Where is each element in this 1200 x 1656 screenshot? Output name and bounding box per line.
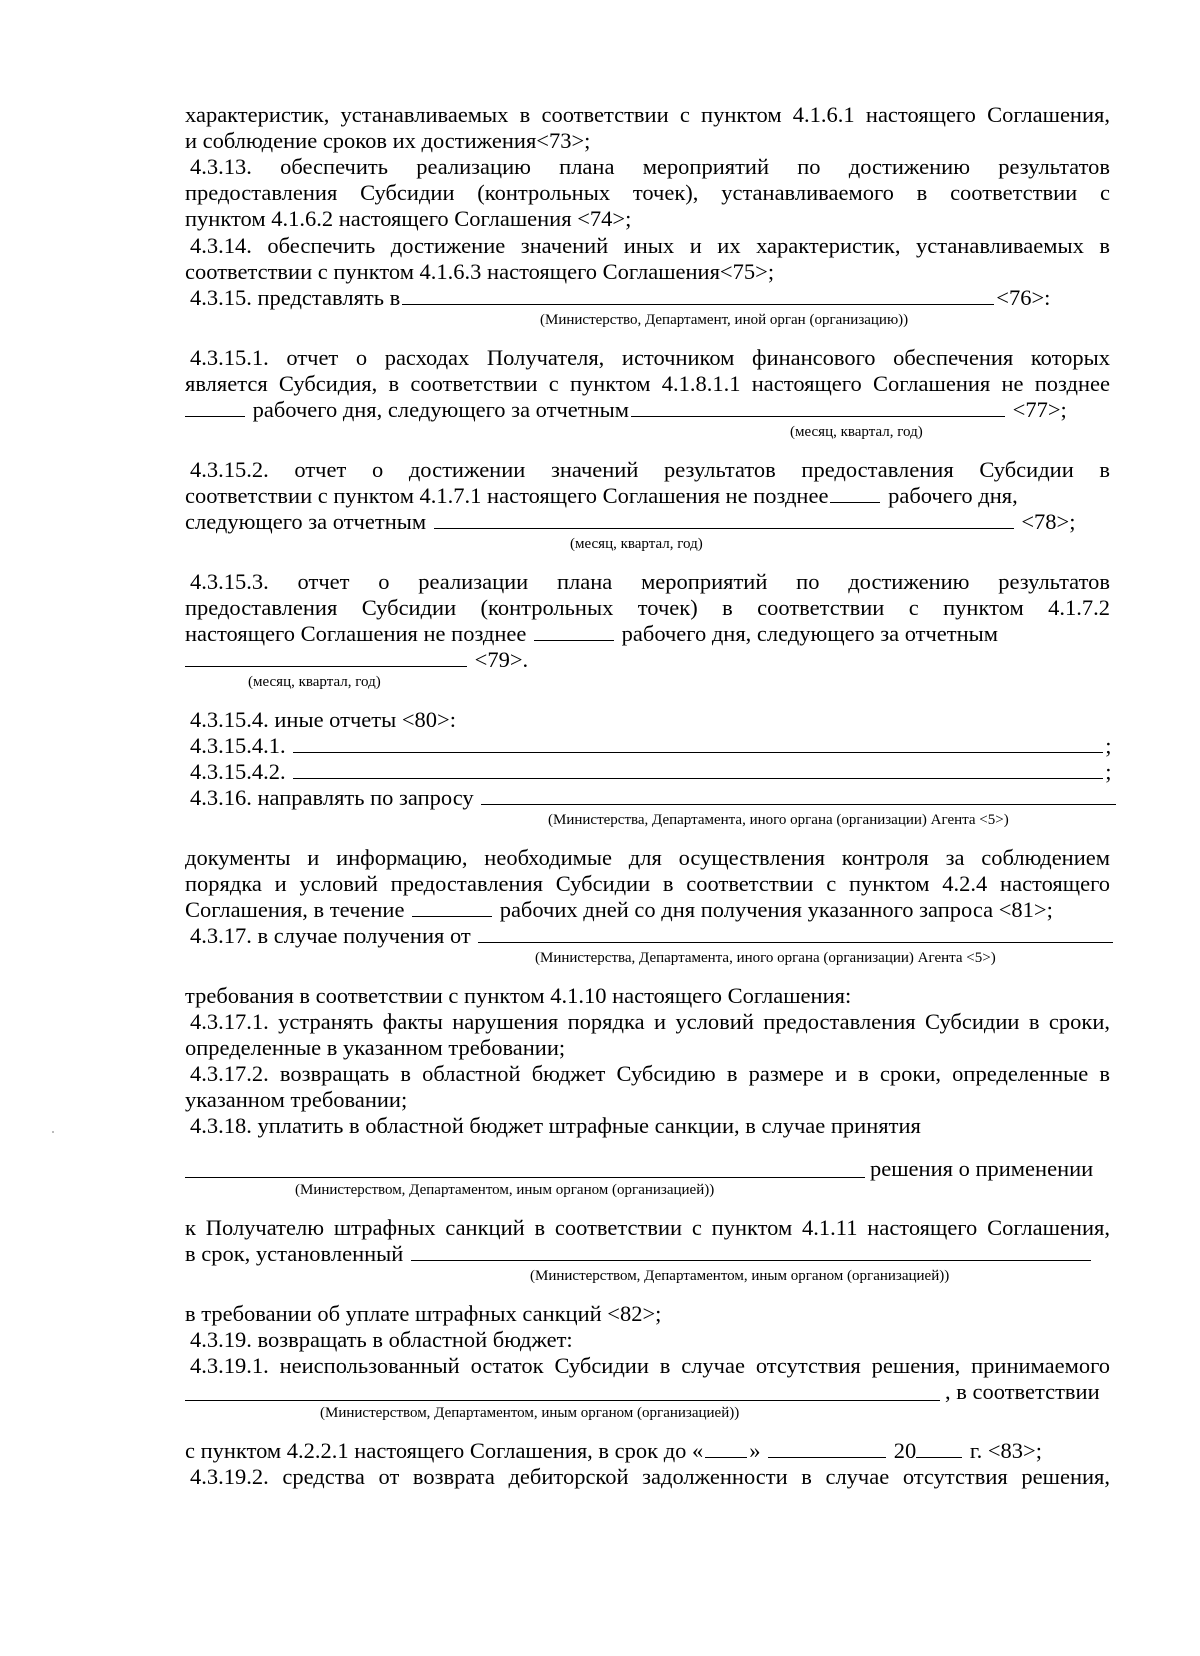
fill-in-blank <box>402 284 994 305</box>
text-fragment: рабочего дня, следующего за отчетным <box>621 621 999 646</box>
clause-4-3-15-4-2 <box>190 758 1110 786</box>
text-fragment: 4.3.15. представлять в <box>190 285 401 310</box>
text-fragment: рабочих дней со дня получения указанного запроса <81>; <box>499 897 1053 922</box>
text-line <box>185 508 1110 536</box>
fill-in-blank <box>478 922 1113 943</box>
fill-in-blank <box>534 620 614 641</box>
fill-in-blank <box>631 396 1005 417</box>
text-fragment: в срок, установленный <box>185 1241 404 1266</box>
text-line: указанном требовании; <box>185 1087 408 1112</box>
clause-4-3-17-2: 4.3.17.2. возвращать в областной бюджет Субсидию в размере и в сроки, определенные в <box>190 1061 1110 1086</box>
text-line <box>185 482 1110 510</box>
day-blank <box>705 1437 747 1458</box>
clause-4-3-17 <box>190 922 1110 950</box>
year-blank <box>916 1437 962 1458</box>
text-line <box>185 1240 1110 1268</box>
fill-in-blank <box>412 896 492 917</box>
text-fragment: <76>: <box>996 285 1051 310</box>
text-fragment: <79>. <box>474 647 529 672</box>
text-fragment: г. <83>; <box>969 1438 1042 1463</box>
fill-in-blank <box>185 396 245 417</box>
text-fragment: 4.3.16. направлять по запросу <box>190 785 474 810</box>
text-line: документы и информацию, необходимые для осуществления контроля за соблюдением <box>185 845 1110 870</box>
text-fragment: <77>; <box>1012 397 1067 422</box>
scan-speck <box>52 1131 54 1133</box>
text-fragment: с пунктом 4.2.2.1 настоящего Соглашения, в срок до « <box>185 1438 704 1463</box>
month-blank <box>768 1437 886 1458</box>
clause-4-3-16 <box>190 784 1110 812</box>
text-fragment: настоящего Соглашения не позднее <box>185 621 527 646</box>
fill-in-blank <box>293 758 1103 779</box>
clause-4-3-17-1: 4.3.17.1. устранять факты нарушения порядка и условий предоставления Субсидии в сроки, <box>190 1009 1110 1034</box>
clause-4-3-15-4: 4.3.15.4. иные отчеты <80>: <box>190 707 456 732</box>
field-caption: (месяц, квартал, год) <box>248 674 381 690</box>
fill-in-blank <box>185 646 467 667</box>
text-line: , в соответствии <box>945 1379 1100 1404</box>
text-fragment: 4.3.15.4.2. <box>190 759 286 784</box>
clause-4-3-15-1: 4.3.15.1. отчет о расходах Получателя, источником финансового обеспечения которых <box>190 345 1110 370</box>
text-line <box>185 646 1110 674</box>
text-fragment: » <box>749 1438 761 1463</box>
text-fragment: ; <box>1105 733 1112 758</box>
text-line: предоставления Субсидии (контрольных точек), устанавливаемого в соответствии с <box>185 180 1110 205</box>
clause-4-3-19: 4.3.19. возвращать в областной бюджет: <box>190 1327 573 1352</box>
field-caption: (Министерства, Департамента, иного органа (организации) Агента <5>) <box>535 950 996 966</box>
field-caption: (Министерством, Департаментом, иным органом (организацией)) <box>320 1405 740 1421</box>
field-caption: (Министерства, Департамента, иного органа (организации) Агента <5>) <box>548 812 1009 828</box>
text-fragment: соответствии с пунктом 4.1.7.1 настоящего Соглашения не позднее <box>185 483 829 508</box>
text-fragment: Соглашения, в течение <box>185 897 405 922</box>
field-caption: (Министерство, Департамент, иной орган (организацию)) <box>540 312 909 328</box>
text-line <box>185 396 1110 424</box>
field-caption: (Министерством, Департаментом, иным органом (организацией)) <box>530 1268 950 1284</box>
text-line: требования в соответствии с пунктом 4.1.10 настоящего Соглашения: <box>185 983 852 1008</box>
text-line: и соблюдение сроков их достижения<73>; <box>185 128 591 153</box>
text-fragment: 4.3.15.4.1. <box>190 733 286 758</box>
fill-in-blank <box>293 732 1103 753</box>
fill-in-line <box>185 1177 865 1178</box>
clause-4-3-13: 4.3.13. обеспечить реализацию плана мероприятий по достижению результатов <box>190 154 1110 179</box>
text-line: к Получателю штрафных санкций в соответствии с пунктом 4.1.11 настоящего Соглашения, <box>185 1215 1110 1240</box>
clause-4-3-15-3: 4.3.15.3. отчет о реализации плана мероприятий по достижению результатов <box>190 569 1110 594</box>
text-line: предоставления Субсидии (контрольных точек) в соответствии с пунктом 4.1.7.2 <box>185 595 1110 620</box>
clause-4-3-15-4-1 <box>190 732 1110 760</box>
field-caption: (месяц, квартал, год) <box>790 424 923 440</box>
text-line: определенные в указанном требовании; <box>185 1035 566 1060</box>
text-line: порядка и условий предоставления Субсидии в соответствии с пунктом 4.2.4 настоящего <box>185 871 1110 896</box>
field-caption: (Министерством, Департаментом, иным органом (организацией)) <box>295 1182 715 1198</box>
clause-4-3-18: 4.3.18. уплатить в областной бюджет штрафные санкции, в случае принятия <box>190 1113 921 1138</box>
fill-in-blank <box>434 508 1014 529</box>
clause-4-3-15-2: 4.3.15.2. отчет о достижении значений результатов предоставления Субсидии в <box>190 457 1110 482</box>
clause-4-3-15 <box>190 284 1110 312</box>
text-fragment: <78>; <box>1021 509 1076 534</box>
text-fragment: 4.3.17. в случае получения от <box>190 923 471 948</box>
text-fragment: 20 <box>893 1438 917 1463</box>
text-fragment: ; <box>1105 759 1112 784</box>
text-fragment: рабочего дня, <box>888 483 1018 508</box>
fill-in-blank <box>830 482 880 503</box>
text-line <box>185 620 1110 648</box>
fill-in-blank <box>411 1240 1091 1261</box>
text-fragment: рабочего дня, следующего за отчетным <box>252 397 629 422</box>
field-caption: (месяц, квартал, год) <box>570 536 703 552</box>
fill-in-blank <box>481 784 1116 805</box>
text-line: характеристик, устанавливаемых в соответствии с пунктом 4.1.6.1 настоящего Соглашения, <box>185 102 1110 127</box>
text-line: пунктом 4.1.6.2 настоящего Соглашения <74>; <box>185 206 632 231</box>
fill-in-line <box>185 1400 940 1401</box>
text-line: является Субсидия, в соответствии с пунктом 4.1.8.1.1 настоящего Соглашения не позднее <box>185 371 1110 396</box>
text-line: решения о применении <box>870 1156 1094 1181</box>
text-line: в требовании об уплате штрафных санкций <82>; <box>185 1301 662 1326</box>
text-line <box>185 1437 1110 1465</box>
clause-4-3-14: 4.3.14. обеспечить достижение значений иных и их характеристик, устанавливаемых в <box>190 233 1110 258</box>
text-fragment: следующего за отчетным <box>185 509 427 534</box>
clause-4-3-19-1: 4.3.19.1. неиспользованный остаток Субсидии в случае отсутствия решения, принимаемого <box>190 1353 1110 1378</box>
text-line <box>185 896 1110 924</box>
text-line: соответствии с пунктом 4.1.6.3 настоящего Соглашения<75>; <box>185 259 775 284</box>
clause-4-3-19-2: 4.3.19.2. средства от возврата дебиторской задолженности в случае отсутствия решения, <box>190 1464 1110 1489</box>
